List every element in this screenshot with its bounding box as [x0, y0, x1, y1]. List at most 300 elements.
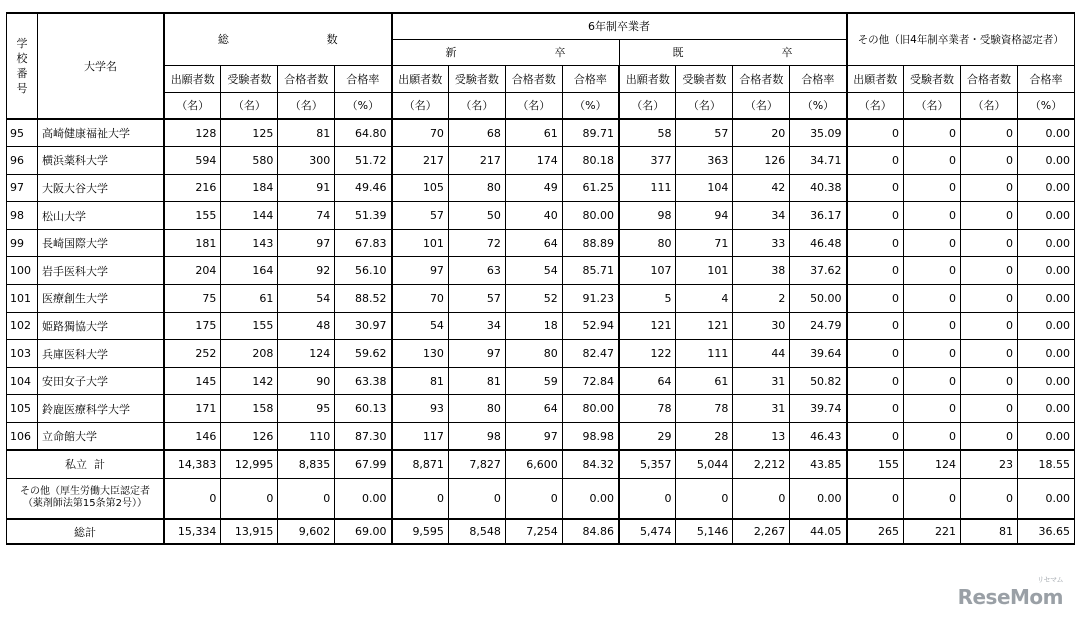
value-cell: 300 — [278, 147, 335, 175]
value-cell: 181 — [164, 229, 221, 257]
value-cell: 78 — [676, 395, 733, 423]
value-cell: 146 — [164, 423, 221, 451]
value-cell: 0 — [847, 423, 904, 451]
value-cell: 91.23 — [562, 285, 619, 313]
value-cell: 60.13 — [335, 395, 392, 423]
column-label: 合格者数 — [733, 65, 790, 92]
value-cell: 78 — [619, 395, 676, 423]
value-cell: 124 — [278, 340, 335, 368]
value-cell: 93 — [392, 395, 449, 423]
value-cell: 0.00 — [562, 478, 619, 519]
other-label-line-2: （薬剤師法第15条第2号）） — [22, 498, 148, 510]
university-name-cell: 兵庫医科大学 — [37, 340, 164, 368]
value-cell: 9,595 — [392, 519, 449, 544]
value-cell: 94 — [676, 202, 733, 230]
value-cell: 44 — [733, 340, 790, 368]
unit-label: （%） — [562, 92, 619, 119]
value-cell: 124 — [904, 450, 961, 478]
value-cell: 0 — [847, 174, 904, 202]
value-cell: 155 — [221, 312, 278, 340]
value-cell: 0 — [904, 119, 961, 147]
value-cell: 184 — [221, 174, 278, 202]
table-row — [7, 367, 1075, 395]
value-cell: 0 — [904, 257, 961, 285]
table-row — [7, 229, 1075, 257]
value-cell: 0 — [961, 340, 1018, 368]
value-cell: 80.00 — [562, 202, 619, 230]
value-cell: 9,602 — [278, 519, 335, 544]
value-cell: 5,474 — [619, 519, 676, 544]
value-cell: 217 — [448, 147, 505, 175]
value-cell: 70 — [392, 119, 449, 147]
value-cell: 64 — [505, 395, 562, 423]
value-cell: 80 — [505, 340, 562, 368]
value-cell: 59.62 — [335, 340, 392, 368]
value-cell: 221 — [904, 519, 961, 544]
value-cell: 0 — [961, 229, 1018, 257]
value-cell: 0 — [961, 312, 1018, 340]
value-cell: 80 — [448, 174, 505, 202]
six-year-group-header: 6年制卒業者 — [392, 13, 847, 39]
value-cell: 71 — [676, 229, 733, 257]
university-name-cell: 岩手医科大学 — [37, 257, 164, 285]
value-cell: 64 — [619, 367, 676, 395]
table-row — [7, 312, 1075, 340]
unit-row — [7, 92, 1075, 119]
value-cell: 97 — [448, 340, 505, 368]
value-cell: 85.71 — [562, 257, 619, 285]
value-cell: 98 — [619, 202, 676, 230]
value-cell: 46.43 — [790, 423, 847, 451]
unit-label: （名） — [278, 92, 335, 119]
total-label-b: 数 — [326, 33, 338, 47]
value-cell: 37.62 — [790, 257, 847, 285]
value-cell: 0 — [904, 285, 961, 313]
value-cell: 39.64 — [790, 340, 847, 368]
value-cell: 12,995 — [221, 450, 278, 478]
value-cell: 44.05 — [790, 519, 847, 544]
value-cell: 143 — [221, 229, 278, 257]
value-cell: 0 — [448, 478, 505, 519]
other-certified-label — [7, 478, 164, 519]
value-cell: 104 — [676, 174, 733, 202]
school-number-label: 学 校 番 号 — [16, 37, 28, 95]
column-label: 合格者数 — [505, 65, 562, 92]
value-cell: 594 — [164, 147, 221, 175]
school-number-cell: 106 — [7, 423, 38, 451]
unit-label: （名） — [505, 92, 562, 119]
value-cell: 58 — [619, 119, 676, 147]
value-cell: 64.80 — [335, 119, 392, 147]
value-cell: 52.94 — [562, 312, 619, 340]
value-cell: 0 — [847, 202, 904, 230]
value-cell: 0 — [847, 257, 904, 285]
university-name-cell: 安田女子大学 — [37, 367, 164, 395]
school-number-cell: 99 — [7, 229, 38, 257]
value-cell: 0 — [847, 340, 904, 368]
value-cell: 216 — [164, 174, 221, 202]
past-grad-label-b: 卒 — [781, 46, 793, 59]
value-cell: 7,254 — [505, 519, 562, 544]
value-cell: 204 — [164, 257, 221, 285]
column-label: 出願者数 — [847, 65, 904, 92]
value-cell: 68 — [448, 119, 505, 147]
value-cell: 0 — [904, 423, 961, 451]
table-row — [7, 340, 1075, 368]
logo-ruby: リセマム — [1037, 576, 1063, 584]
value-cell: 0.00 — [1017, 147, 1074, 175]
other-group-header: その他（旧4年制卒業者・受験資格認定者） — [847, 13, 1075, 65]
column-label-row — [7, 65, 1075, 92]
value-cell: 5,357 — [619, 450, 676, 478]
value-cell: 6,600 — [505, 450, 562, 478]
logo-text: ReseMom — [957, 585, 1063, 609]
value-cell: 155 — [847, 450, 904, 478]
value-cell: 57 — [676, 119, 733, 147]
column-label: 合格率 — [335, 65, 392, 92]
value-cell: 57 — [392, 202, 449, 230]
value-cell: 88.52 — [335, 285, 392, 313]
value-cell: 0 — [676, 478, 733, 519]
value-cell: 2,267 — [733, 519, 790, 544]
value-cell: 155 — [164, 202, 221, 230]
table-row — [7, 257, 1075, 285]
value-cell: 84.86 — [562, 519, 619, 544]
other-label-line-1: その他（厚生労働大臣認定者 — [19, 486, 150, 498]
value-cell: 54 — [392, 312, 449, 340]
table-row — [7, 423, 1075, 451]
value-cell: 13 — [733, 423, 790, 451]
university-name-cell: 立命館大学 — [37, 423, 164, 451]
value-cell: 72 — [448, 229, 505, 257]
value-cell: 105 — [392, 174, 449, 202]
table-row — [7, 395, 1075, 423]
unit-label: （名） — [961, 92, 1018, 119]
value-cell: 84.32 — [562, 450, 619, 478]
value-cell: 8,871 — [392, 450, 449, 478]
value-cell: 61.25 — [562, 174, 619, 202]
table-row — [7, 285, 1075, 313]
university-name-cell: 松山大学 — [37, 202, 164, 230]
school-number-cell: 105 — [7, 395, 38, 423]
unit-label: （名） — [392, 92, 449, 119]
value-cell: 0 — [904, 202, 961, 230]
value-cell: 0 — [221, 478, 278, 519]
value-cell: 61 — [505, 119, 562, 147]
value-cell: 0.00 — [1017, 478, 1074, 519]
value-cell: 67.83 — [335, 229, 392, 257]
value-cell: 87.30 — [335, 423, 392, 451]
value-cell: 54 — [505, 257, 562, 285]
column-label: 合格率 — [1017, 65, 1074, 92]
value-cell: 0.00 — [1017, 395, 1074, 423]
column-label: 合格率 — [562, 65, 619, 92]
value-cell: 0 — [961, 395, 1018, 423]
value-cell: 0.00 — [1017, 229, 1074, 257]
value-cell: 30 — [733, 312, 790, 340]
value-cell: 0 — [847, 478, 904, 519]
value-cell: 49 — [505, 174, 562, 202]
value-cell: 0 — [847, 285, 904, 313]
table-row — [7, 174, 1075, 202]
value-cell: 265 — [847, 519, 904, 544]
value-cell: 0 — [392, 478, 449, 519]
value-cell: 7,827 — [448, 450, 505, 478]
value-cell: 15,334 — [164, 519, 221, 544]
school-number-cell: 96 — [7, 147, 38, 175]
value-cell: 33 — [733, 229, 790, 257]
value-cell: 174 — [505, 147, 562, 175]
value-cell: 0 — [961, 367, 1018, 395]
column-label: 出願者数 — [392, 65, 449, 92]
grand-total-row — [7, 519, 1075, 544]
value-cell: 0.00 — [1017, 367, 1074, 395]
private-total-label-a: 私立 — [64, 458, 87, 472]
value-cell: 82.47 — [562, 340, 619, 368]
value-cell: 0 — [278, 478, 335, 519]
value-cell: 4 — [676, 285, 733, 313]
value-cell: 67.99 — [335, 450, 392, 478]
value-cell: 20 — [733, 119, 790, 147]
value-cell: 34.71 — [790, 147, 847, 175]
column-label: 合格者数 — [961, 65, 1018, 92]
unit-label: （名） — [448, 92, 505, 119]
unit-label: （名） — [221, 92, 278, 119]
value-cell: 97 — [278, 229, 335, 257]
value-cell: 0 — [847, 395, 904, 423]
unit-label: （%） — [1017, 92, 1074, 119]
value-cell: 51.39 — [335, 202, 392, 230]
value-cell: 142 — [221, 367, 278, 395]
value-cell: 0 — [904, 147, 961, 175]
value-cell: 252 — [164, 340, 221, 368]
value-cell: 42 — [733, 174, 790, 202]
value-cell: 61 — [221, 285, 278, 313]
value-cell: 0.00 — [1017, 202, 1074, 230]
value-cell: 0 — [619, 478, 676, 519]
value-cell: 75 — [164, 285, 221, 313]
new-grad-label-a: 新 — [445, 46, 457, 59]
private-total-label — [7, 450, 164, 478]
university-name-header: 大学名 — [37, 13, 164, 119]
unit-label: （名） — [847, 92, 904, 119]
value-cell: 49.46 — [335, 174, 392, 202]
value-cell: 43.85 — [790, 450, 847, 478]
value-cell: 31 — [733, 367, 790, 395]
value-cell: 61 — [676, 367, 733, 395]
value-cell: 101 — [676, 257, 733, 285]
unit-label: （名） — [904, 92, 961, 119]
value-cell: 0 — [961, 285, 1018, 313]
value-cell: 0.00 — [1017, 285, 1074, 313]
value-cell: 158 — [221, 395, 278, 423]
value-cell: 63.38 — [335, 367, 392, 395]
column-label: 出願者数 — [619, 65, 676, 92]
value-cell: 63 — [448, 257, 505, 285]
value-cell: 91 — [278, 174, 335, 202]
value-cell: 72.84 — [562, 367, 619, 395]
value-cell: 80 — [619, 229, 676, 257]
value-cell: 0 — [904, 229, 961, 257]
table-row — [7, 202, 1075, 230]
value-cell: 80.18 — [562, 147, 619, 175]
value-cell: 0 — [847, 367, 904, 395]
value-cell: 98.98 — [562, 423, 619, 451]
value-cell: 38 — [733, 257, 790, 285]
value-cell: 36.65 — [1017, 519, 1074, 544]
value-cell: 130 — [392, 340, 449, 368]
value-cell: 80.00 — [562, 395, 619, 423]
total-label-a: 総 — [217, 33, 229, 47]
value-cell: 122 — [619, 340, 676, 368]
unit-label: （%） — [335, 92, 392, 119]
column-label: 出願者数 — [164, 65, 221, 92]
value-cell: 126 — [733, 147, 790, 175]
value-cell: 111 — [619, 174, 676, 202]
value-cell: 363 — [676, 147, 733, 175]
value-cell: 52 — [505, 285, 562, 313]
value-cell: 377 — [619, 147, 676, 175]
value-cell: 0.00 — [1017, 119, 1074, 147]
value-cell: 128 — [164, 119, 221, 147]
column-label: 受験者数 — [448, 65, 505, 92]
unit-label: （名） — [676, 92, 733, 119]
value-cell: 74 — [278, 202, 335, 230]
value-cell: 57 — [448, 285, 505, 313]
university-name-cell: 大阪大谷大学 — [37, 174, 164, 202]
value-cell: 13,915 — [221, 519, 278, 544]
unit-label: （名） — [164, 92, 221, 119]
value-cell: 0 — [961, 478, 1018, 519]
value-cell: 28 — [676, 423, 733, 451]
value-cell: 8,548 — [448, 519, 505, 544]
value-cell: 36.17 — [790, 202, 847, 230]
value-cell: 0.00 — [1017, 340, 1074, 368]
value-cell: 51.72 — [335, 147, 392, 175]
value-cell: 5,044 — [676, 450, 733, 478]
value-cell: 0 — [961, 423, 1018, 451]
value-cell: 80 — [448, 395, 505, 423]
value-cell: 0 — [505, 478, 562, 519]
value-cell: 0 — [961, 147, 1018, 175]
value-cell: 81 — [961, 519, 1018, 544]
value-cell: 90 — [278, 367, 335, 395]
university-name-cell: 鈴鹿医療科学大学 — [37, 395, 164, 423]
value-cell: 14,383 — [164, 450, 221, 478]
value-cell: 126 — [221, 423, 278, 451]
value-cell: 0 — [847, 229, 904, 257]
value-cell: 92 — [278, 257, 335, 285]
pharmacist-exam-results-table — [6, 12, 1075, 545]
value-cell: 31 — [733, 395, 790, 423]
value-cell: 2,212 — [733, 450, 790, 478]
column-label: 受験者数 — [676, 65, 733, 92]
school-number-cell: 100 — [7, 257, 38, 285]
value-cell: 0 — [847, 119, 904, 147]
value-cell: 0 — [904, 340, 961, 368]
value-cell: 0 — [904, 395, 961, 423]
column-label: 合格者数 — [278, 65, 335, 92]
value-cell: 34 — [448, 312, 505, 340]
value-cell: 580 — [221, 147, 278, 175]
value-cell: 107 — [619, 257, 676, 285]
value-cell: 0.00 — [335, 478, 392, 519]
value-cell: 117 — [392, 423, 449, 451]
school-number-cell: 104 — [7, 367, 38, 395]
value-cell: 0 — [904, 367, 961, 395]
private-total-label-b: 計 — [93, 458, 105, 472]
value-cell: 0.00 — [1017, 312, 1074, 340]
table-body — [7, 119, 1075, 544]
value-cell: 81 — [278, 119, 335, 147]
university-name-cell: 医療創生大学 — [37, 285, 164, 313]
value-cell: 98 — [448, 423, 505, 451]
value-cell: 101 — [392, 229, 449, 257]
value-cell: 0 — [847, 147, 904, 175]
new-grad-header — [392, 39, 620, 65]
value-cell: 54 — [278, 285, 335, 313]
value-cell: 0.00 — [1017, 257, 1074, 285]
other-certified-row — [7, 478, 1075, 519]
university-name-cell: 姫路獨協大学 — [37, 312, 164, 340]
value-cell: 69.00 — [335, 519, 392, 544]
value-cell: 0 — [961, 174, 1018, 202]
school-number-header — [7, 13, 38, 119]
column-label: 受験者数 — [904, 65, 961, 92]
value-cell: 110 — [278, 423, 335, 451]
value-cell: 0 — [164, 478, 221, 519]
value-cell: 50.00 — [790, 285, 847, 313]
value-cell: 18.55 — [1017, 450, 1074, 478]
new-grad-label-b: 卒 — [554, 46, 566, 59]
value-cell: 0 — [733, 478, 790, 519]
value-cell: 5,146 — [676, 519, 733, 544]
school-number-cell: 103 — [7, 340, 38, 368]
unit-label: （名） — [733, 92, 790, 119]
value-cell: 0 — [847, 312, 904, 340]
value-cell: 121 — [619, 312, 676, 340]
value-cell: 0 — [904, 478, 961, 519]
total-group-header — [164, 13, 392, 65]
value-cell: 70 — [392, 285, 449, 313]
column-label: 合格率 — [790, 65, 847, 92]
value-cell: 35.09 — [790, 119, 847, 147]
value-cell: 144 — [221, 202, 278, 230]
value-cell: 81 — [448, 367, 505, 395]
value-cell: 81 — [392, 367, 449, 395]
value-cell: 171 — [164, 395, 221, 423]
value-cell: 59 — [505, 367, 562, 395]
past-grad-header — [619, 39, 847, 65]
value-cell: 50 — [448, 202, 505, 230]
value-cell: 2 — [733, 285, 790, 313]
school-number-cell: 101 — [7, 285, 38, 313]
value-cell: 0.00 — [790, 478, 847, 519]
value-cell: 145 — [164, 367, 221, 395]
value-cell: 97 — [505, 423, 562, 451]
value-cell: 5 — [619, 285, 676, 313]
value-cell: 40 — [505, 202, 562, 230]
unit-label: （%） — [790, 92, 847, 119]
value-cell: 39.74 — [790, 395, 847, 423]
value-cell: 97 — [392, 257, 449, 285]
value-cell: 30.97 — [335, 312, 392, 340]
university-name-cell: 高崎健康福祉大学 — [37, 119, 164, 147]
school-number-cell: 98 — [7, 202, 38, 230]
value-cell: 40.38 — [790, 174, 847, 202]
university-name-cell: 長崎国際大学 — [37, 229, 164, 257]
value-cell: 24.79 — [790, 312, 847, 340]
